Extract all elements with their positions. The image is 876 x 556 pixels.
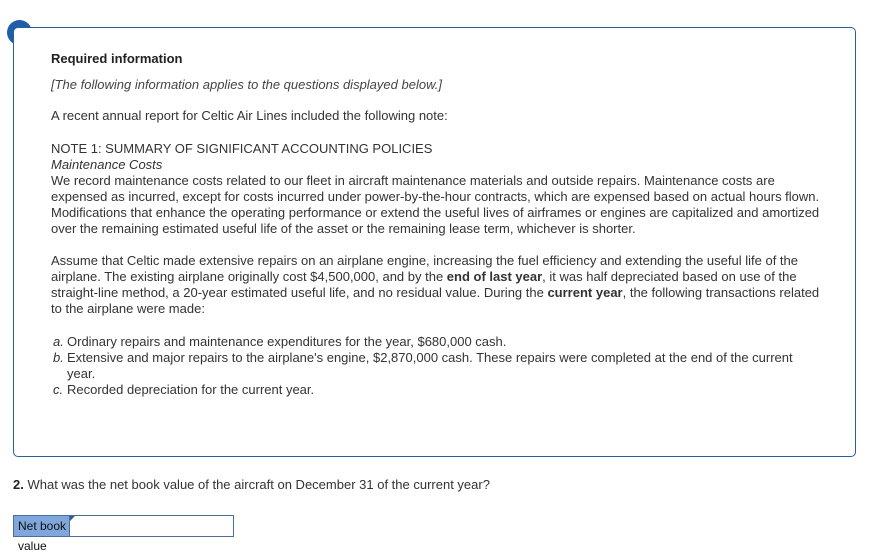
assume-text-3: , the following transactions related to the airplane were made: <box>51 285 820 316</box>
note-title: NOTE 1: SUMMARY OF SIGNIFICANT ACCOUNTING POLICIES <box>51 141 433 156</box>
transaction-list <box>51 334 823 398</box>
question-text <box>13 477 490 492</box>
question-body: What was the net book value of the aircraft on December 31 of the current year? <box>27 477 490 492</box>
assume-text-2: , it was half depreciated based on use of the straight-line method, a 20-year estimated useful life, and no residual value. During the <box>51 269 797 300</box>
answer-row <box>13 515 234 553</box>
note-subtitle: Maintenance Costs <box>51 157 163 172</box>
assumption-paragraph <box>51 253 823 317</box>
list-item <box>51 382 823 398</box>
assume-text-1: Assume that Celtic made extensive repairs on an airplane engine, increasing the fuel efficiency and extending the useful life of the airplane. The existing airplane originally cost $4,500,000, and by the <box>51 253 798 284</box>
item-letter: c. <box>53 382 64 397</box>
required-information-title: Required information <box>51 51 183 66</box>
net-book-value-label: Net book value <box>14 516 70 536</box>
note-block <box>51 141 823 237</box>
note-body: We record maintenance costs related to our fleet in aircraft maintenance materials and outside repairs. Maintenance costs are expensed as incurred, except for costs incurred under power-by-the-hour contracts, which are expensed based on actual hours flown. Modifications that enhance the operating performance or extend the useful lives of airframes or engines are capitalized and amortized over the remaining estimated useful life of the asset or the remaining lease term, whichever is shorter. <box>51 173 820 236</box>
item-text: Extensive and major repairs to the airplane's engine, $2,870,000 cash. These repairs were completed at the end of the current year. <box>67 350 793 381</box>
item-text: Recorded depreciation for the current year. <box>67 382 315 397</box>
cell-corner-marker-icon <box>70 516 75 521</box>
question-number: 2. <box>13 477 24 492</box>
list-item <box>51 334 823 350</box>
item-letter: b. <box>53 350 64 365</box>
intro-text: A recent annual report for Celtic Air Lines included the following note: <box>51 108 448 123</box>
answer-input-wrapper <box>70 516 233 536</box>
item-letter: a. <box>53 334 64 349</box>
required-information-panel <box>13 27 856 457</box>
net-book-value-input[interactable] <box>70 516 233 536</box>
list-item <box>51 350 823 382</box>
info-content <box>51 51 823 398</box>
assume-bold-1: end of last year <box>446 269 543 284</box>
item-text: Ordinary repairs and maintenance expenditures for the year, $680,000 cash. <box>67 334 507 349</box>
applies-note: [The following information applies to the questions displayed below.] <box>51 77 442 92</box>
assume-bold-2: current year <box>547 285 623 300</box>
